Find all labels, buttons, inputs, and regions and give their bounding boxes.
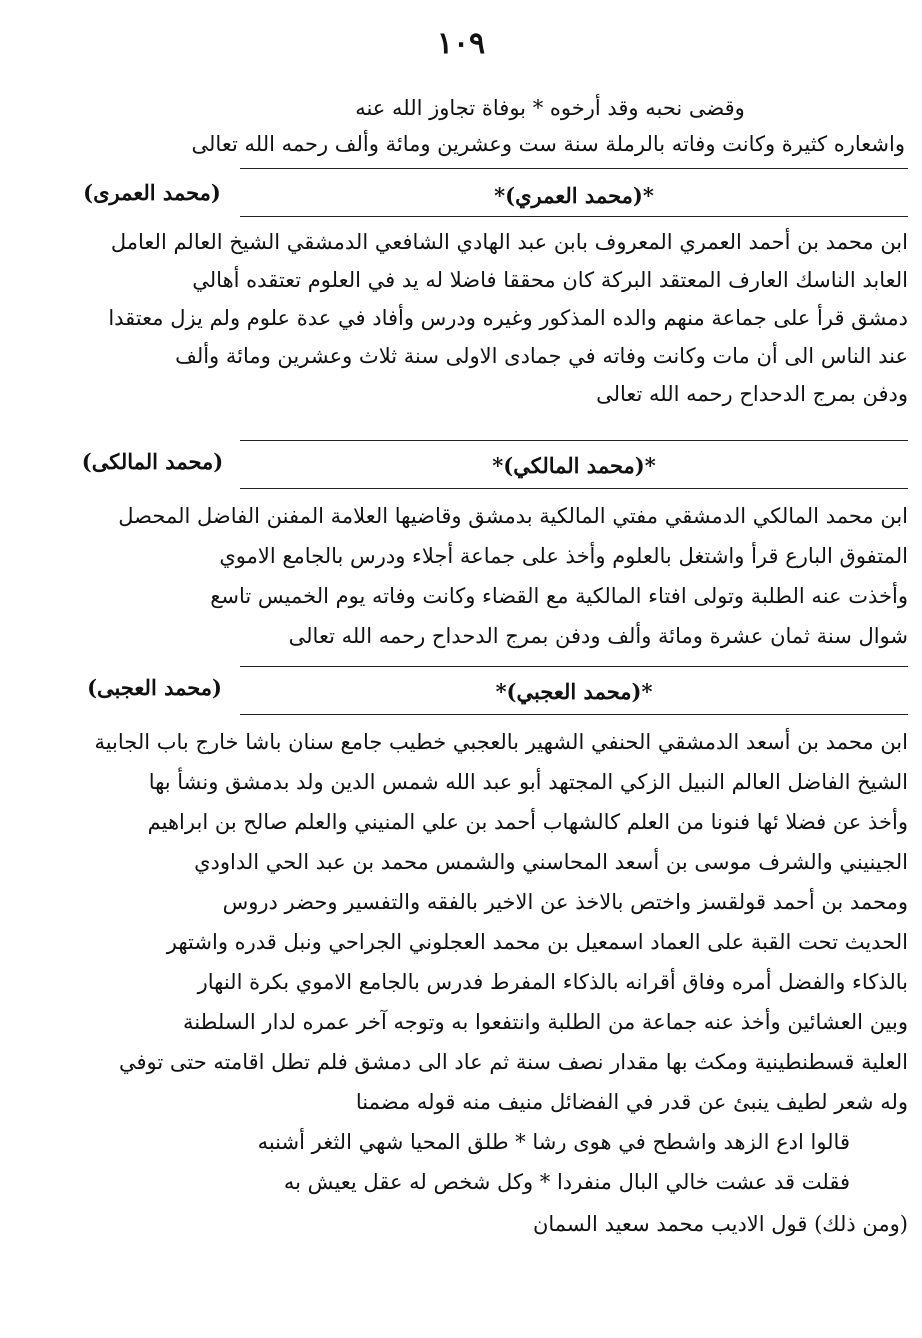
entry-line: دمشق قرأ على جماعة منهم والده المذكور وغيره ودرس وأفاد في عدة علوم ولم يزل معتقدا (108, 306, 908, 330)
entry-line: وأخذ عن فضلا ئها فنونا من العلم كالشهاب أحمد بن علي المنيني والعلم صالح بن ابراهيم (147, 810, 908, 834)
intro-verse: وقضى نحبه وقد أرخوه * بوفاة تجاوز الله عنه (355, 96, 745, 120)
divider (240, 714, 908, 715)
page-number: ١٠٩ (436, 26, 486, 61)
divider (240, 488, 908, 489)
margin-title-ujabi: (محمد العجبى) (87, 675, 222, 700)
entry-line: ابن محمد بن أسعد الدمشقي الحنفي الشهير بالعجبي خطيب جامع سنان باشا خارج باب الجابية (94, 730, 908, 754)
entry-line: وبين العشائين وأخذ عنه جماعة من الطلبة وانتفعوا به وتوجه آخر عمره لدار السلطنة (183, 1010, 908, 1034)
margin-title-umari: (محمد العمرى) (83, 180, 221, 205)
intro-line: واشعاره كثيرة وكانت وفاته بالرملة سنة ست وعشرين ومائة وألف رحمه الله تعالى (191, 132, 905, 156)
entry-line: الحديث تحت القبة على العماد اسمعيل بن محمد العجلوني الجراحي ونبل قدره واشتهر (166, 930, 908, 954)
entry-line: وله شعر لطيف ينبئ عن قدر في الفضائل منيف منه قوله مضمنا (355, 1090, 908, 1114)
entry-line: المتفوق البارع قرأ واشتغل بالعلوم وأخذ على جماعة أجلاء ودرس بالجامع الاموي (219, 544, 908, 568)
entry-line: ابن محمد المالكي الدمشقي مفتي المالكية بدمشق وقاضيها العلامة المفنن الفاضل المحصل (118, 504, 908, 528)
entry-heading-umari: *(محمد العمري)* (494, 183, 654, 208)
margin-title-maliki: (محمد المالكى) (81, 449, 224, 474)
divider (240, 666, 908, 667)
entry-line: ابن محمد بن أحمد العمري المعروف بابن عبد الهادي الشافعي الدمشقي الشيخ العالم العامل (110, 230, 908, 254)
entry-heading-maliki: *(محمد المالكي)* (492, 453, 656, 478)
verse-line: قالوا ادع الزهد واشطح في هوى رشا * طلق المحيا شهي الثغر أشنبه (257, 1130, 850, 1154)
entry-line: ودفن بمرج الدحداح رحمه الله تعالى (596, 382, 908, 406)
entry-line: الشيخ الفاضل العالم النبيل الزكي المجتهد أبو عبد الله شمس الدين ولد بدمشق ونشأ بها (148, 770, 908, 794)
entry-line: العابد الناسك العارف المعتقد البركة كان محققا فاضلا له يد في العلوم تعتقده أهالي (192, 268, 908, 292)
divider (240, 216, 908, 217)
closing-line: (ومن ذلك) قول الاديب محمد سعيد السمان (532, 1212, 908, 1236)
entry-heading-ujabi: *(محمد العجبي)* (495, 679, 653, 704)
entry-line: شوال سنة ثمان عشرة ومائة وألف ودفن بمرج الدحداح رحمه الله تعالى (288, 624, 908, 648)
entry-line: ومحمد بن أحمد قولقسز واختص بالاخذ عن الاخير بالفقه والتفسير وحضر دروس (222, 890, 908, 914)
verse-line: فقلت قد عشت خالي البال منفردا * وكل شخص له عقل يعيش به (283, 1170, 850, 1194)
divider (240, 440, 908, 441)
entry-line: الجينيني والشرف موسى بن أسعد المحاسني والشمس محمد بن عبد الحي الداودي (194, 850, 908, 874)
divider (240, 168, 908, 169)
entry-line: العلية قسطنطينية ومكث بها مقدار نصف سنة ثم عاد الى دمشق فلم تطل اقامته حتى توفي (118, 1050, 908, 1074)
entry-line: وأخذت عنه الطلبة وتولى افتاء المالكية مع القضاء وكانت وفاته يوم الخميس تاسع (210, 584, 908, 608)
entry-line: بالذكاء والفضل أمره وفاق أقرانه بالذكاء المفرط فدرس بالجامع الاموي بكرة النهار (197, 970, 908, 994)
entry-line: عند الناس الى أن مات وكانت وفاته في جمادى الاولى سنة ثلاث وعشرين ومائة وألف (175, 344, 908, 368)
